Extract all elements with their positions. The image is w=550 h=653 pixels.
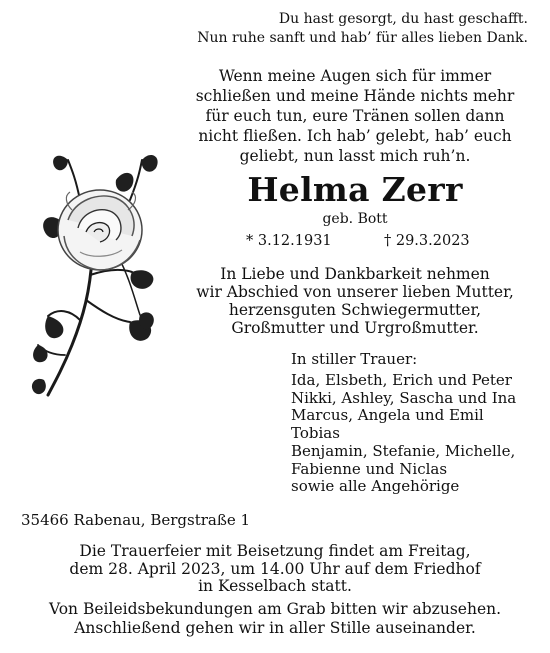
farewell-line: Großmutter und Urgroßmutter. — [231, 319, 479, 337]
deceased-name: Helma Zerr — [247, 170, 463, 209]
death-date: † 29.3.2023 — [384, 233, 470, 249]
top-quote — [197, 10, 528, 48]
mourner-line: sowie alle Angehörige — [291, 477, 460, 496]
service-line: Die Trauerfeier mit Beisetzung findet am Freitag, — [79, 542, 471, 560]
poem-line: für euch tun, eure Tränen sollen dann — [205, 107, 505, 125]
poem-line: nicht fließen. Ich hab’ gelebt, hab’ euch — [198, 127, 512, 145]
funeral-service-info — [0, 543, 550, 596]
rose-icon — [20, 140, 180, 400]
mourner-line: Marcus, Angela und Emil — [291, 406, 484, 425]
mourner-line: Fabienne und Niclas — [291, 459, 448, 478]
mourner-line: Ida, Elsbeth, Erich und Peter — [291, 371, 512, 389]
maiden-name: geb. Bott — [322, 211, 388, 227]
poem-line: geliebt, nun lasst mich ruh’n. — [239, 147, 471, 165]
service-line: in Kesselbach statt. — [198, 577, 352, 595]
farewell-text — [190, 265, 520, 337]
mourning-heading: In stiller Trauer: — [291, 350, 418, 368]
birth-date: * 3.12.1931 — [246, 233, 332, 249]
closing-line: Anschließend gehen wir in aller Stille auseinander. — [74, 619, 476, 637]
poem-line: schließen und meine Hände nichts mehr — [195, 87, 515, 105]
closing-note — [0, 600, 550, 638]
farewell-line: herzensguten Schwiegermutter, — [228, 301, 482, 319]
mourner-line: Nikki, Ashley, Sascha und Ina — [291, 388, 517, 407]
poem — [190, 66, 520, 166]
service-line: dem 28. April 2023, um 14.00 Uhr auf dem Friedhof — [69, 559, 481, 578]
poem-line: Wenn meine Augen sich für immer — [218, 67, 492, 85]
mourners-list — [291, 372, 516, 496]
top-quote-line: Du hast gesorgt, du hast geschafft. — [278, 11, 528, 27]
mourner-line: Benjamin, Stefanie, Michelle, — [291, 441, 516, 460]
top-quote-line: Nun ruhe sanft und hab’ für alles lieben Dank. — [197, 30, 528, 46]
farewell-line: wir Abschied von unserer lieben Mutter, — [196, 283, 514, 301]
closing-line: Von Beileidsbekundungen am Grab bitten wir abzusehen. — [48, 600, 502, 618]
farewell-line: In Liebe und Dankbarkeit nehmen — [220, 265, 490, 283]
mourner-line: Tobias — [291, 424, 340, 443]
address: 35466 Rabenau, Bergstraße 1 — [21, 511, 251, 529]
